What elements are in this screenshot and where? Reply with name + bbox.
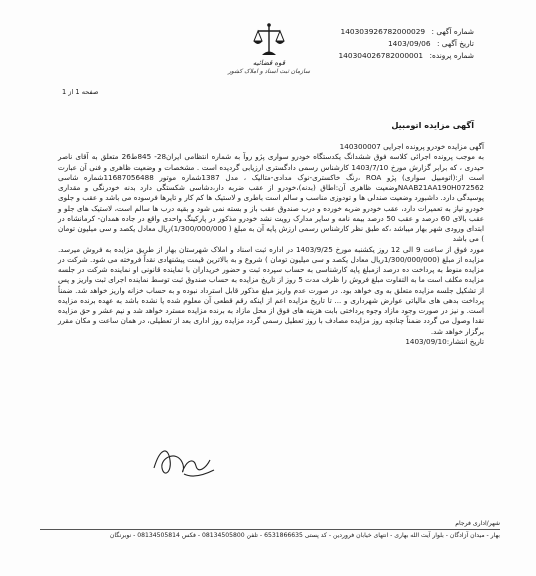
file-number-label: شماره پرونده: <box>429 51 474 60</box>
notice-title: آگهی مزایده اتومبیل <box>391 120 474 130</box>
file-number-row <box>338 50 474 62</box>
organization-name: قوه قضائیه <box>252 59 286 67</box>
notice-number: 140303926782000029 <box>340 27 426 36</box>
publication-date: تاریخ انتشار:1403/09/10 <box>405 336 484 346</box>
body-heading: آگهی مزایده خودرو پرونده اجرایی 140300007 <box>339 142 484 151</box>
notice-body <box>58 142 484 347</box>
footer <box>40 519 500 540</box>
file-number: 140304026782000001 <box>338 51 424 60</box>
notice-date: 1403/09/06 <box>387 39 431 48</box>
organization-subtitle: سازمان ثبت اسناد و املاک کشور <box>227 68 311 75</box>
office-name: شهر/اداری فرجام <box>455 520 500 527</box>
notice-date-label: تاریخ آگهی : <box>436 39 474 48</box>
judiciary-emblem <box>222 22 316 75</box>
scales-of-justice-icon <box>253 22 285 58</box>
handwritten-signature <box>150 438 220 486</box>
notice-number-label: شماره آگهی : <box>431 27 474 36</box>
body-paragraph: به موجب پرونده اجرائی کلاسه فوق ششدانگ یکدستگاه خودرو سواری پژو روآ به شماره انتظامی ایران28- 845ط26 متعلق به آقای ناصر حیدری ، که برابر گزارش مورخ 1403/7/10 کارشناس رسمی دادگستری ارزیابی گردیده است . مشخصات و وضعیت ظاهری و فنی آن عبارت است از:(اتومبیل سواری) پژو ROA ،رنگ خاکستری-نوک مدادی-متالیک ، مدل 1387شماره موتور 11687056488شماره شاسی NAAB21AA190H072562وضعیت ظاهری آن:اطاق (بدنه)،خودرو از عقب ضربه دار،دشاسی شکستگی دارد بدنه خودرنگی و مقداری پوسیدگی دارد. داشبورد وضعیت صندلی ها و تودوزی مناسب و سالم است باطری و لاستیک ها کم کار و تایرها فرسوده می باشد و عقب و جلوی خودرو نیاز به تعمیرات دارد، عقب خودرو ضربه خورده و درب صندوق عقب باز و بسته نمی شود و بقیه درب ها سالم است، لاستیک های جلو و عقب بالای 60 درصد و عقب 50 درصد بیمه نامه و سایر مدارک رویت نشد خودرو مذکور در پارکینگ واحدی واقع در جاده همدان- کرمانشاه در ابتدای ورودی شهر بهار میباشد ،که طبق نظر کارشناس رسمی ارزش پایه آن به مبلغ ( 1/300/000/000)ریال معادل یکصد و سی میلیون تومان ) می باشد <box>58 152 485 244</box>
page-number: صفحه 1 از 1 <box>62 88 99 96</box>
notice-date-row <box>338 38 474 50</box>
notice-meta <box>338 26 474 62</box>
office-address: بهار - میدان آزادگان - بلوار آیت الله بهاری - انتهای خیابان فروردین - کد پستی 6531866635 - تلفن 08134505800 - فکس 08134505814 - نوبرنگان <box>40 529 500 540</box>
notice-number-row <box>338 26 474 38</box>
body-paragraph: مورد فوق از ساعت 9 الی 12 روز یکشنبه مورخ 1403/9/25 در اداره ثبت اسناد و املاک شهرستان بهار از طریق مزایده به فروش میرسد. مزایده از مبلغ (1/300/000/000ریال معادل یکصد و سی میلیون تومان ) شروع و به بالاترین قیمت پیشنهادی نقداً فروخته می شود. شرکت در مزایده منوط به پرداخت ده درصد ازمبلغ پایه کارشناسی به حساب سپرده ثبت و حضور خریداران با نماینده قانونی او نماینده شرکت در جلسه مزایده مکلف است ما به التفاوت مبلغ فروش را ظرف مدت 5 روز از تاریخ مزایده به حساب صندوق ثبت توسط نماینده اجرای ثبت واریز و پس از تشکیل جلسه مزایده متعلق به وی خواهد بود. در صورت عدم واریز مبلغ مذکور قابل استرداد نبوده و به حساب خزانه واریز خواهد شد. ضمناً پرداخت بدهی های مالیاتی عوارض شهرداری و ... تا تاریخ مزایده اعم از اینکه رقم قطعی آن معلوم شده یا نشده باشد به عهده برنده مزایده است. و نیز در صورت وجود مازاد وجوه پرداختی بابت هزینه های فوق از محل مازاد به برنده مزایده مسترد خواهد شد و نیم عشر و حق مزایده نقدا وصول می گردد ضمناً چنانچه روز مزایده مصادف با روز تعطیل رسمی گردد مزایده روز اداری بعد از تعطیلی، در همان ساعت و مکان مقرر برگزار خواهد شد. <box>58 244 485 336</box>
